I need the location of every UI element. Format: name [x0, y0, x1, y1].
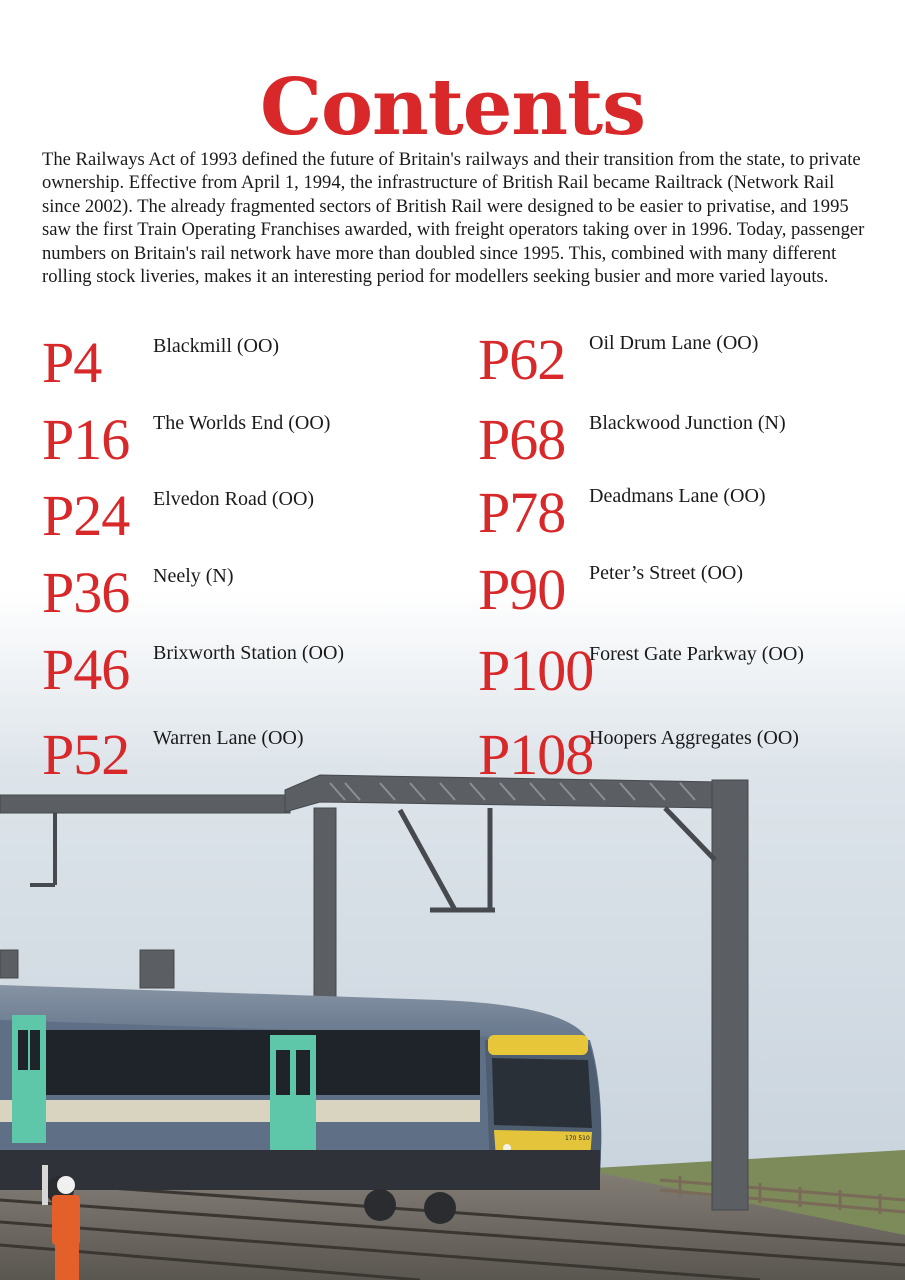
article-title: Brixworth Station (OO): [153, 642, 345, 664]
article-title: Deadmans Lane (OO): [589, 485, 766, 507]
page-number: P16: [42, 407, 130, 472]
page-number: P68: [478, 407, 566, 472]
page-title: Contents: [259, 62, 646, 153]
page-number: P52: [42, 722, 130, 787]
article-title: Blackwood Junction (N): [589, 412, 786, 434]
article-title: Oil Drum Lane (OO): [589, 332, 759, 354]
article-title: Elvedon Road (OO): [153, 488, 315, 510]
intro-paragraph: The Railways Act of 1993 defined the future of Britain's railways and their transition from the state, to private ownership. Effective from April 1, 1994, the infrastructure of British Rail became Railtrack (Network Rail since 2002). The already fragmented sectors of British Rail were designed to be easier to privatise, and 1995 saw the first Train Operating Franchises awarded, with freight operators taking over in 1996. Today, passenger numbers on Britain's rail network have more than doubled since 1995. This, combined with many different rolling stock liveries, makes it an interesting period for modellers seeking busier and more varied layouts.: [42, 149, 865, 288]
page-number: P24: [42, 483, 130, 548]
page-number: P4: [42, 330, 102, 395]
article-title: Neely (N): [153, 565, 234, 587]
article-title: Blackmill (OO): [153, 335, 280, 357]
article-title: Peter’s Street (OO): [589, 562, 744, 584]
article-title: Hoopers Aggregates (OO): [589, 727, 799, 749]
train-number-plate: 170 510: [565, 1135, 590, 1142]
article-title: Forest Gate Parkway (OO): [589, 643, 804, 665]
page-number: P62: [478, 327, 566, 392]
article-title: Warren Lane (OO): [153, 727, 304, 749]
page-number: P46: [42, 637, 130, 702]
page-number: P78: [478, 480, 566, 545]
page-number: P108: [478, 722, 594, 787]
page-number: P90: [478, 557, 566, 622]
page-number: P36: [42, 560, 130, 625]
page-number: P100: [478, 638, 594, 703]
article-title: The Worlds End (OO): [153, 412, 331, 434]
